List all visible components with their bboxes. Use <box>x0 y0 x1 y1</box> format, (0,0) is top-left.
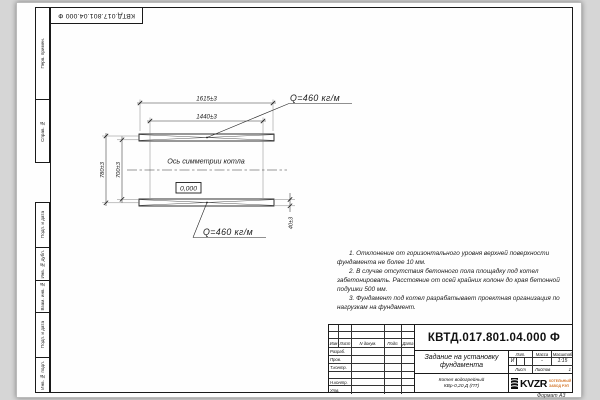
logo-text: KVZR <box>519 377 547 390</box>
spring-coil-icon <box>511 378 518 389</box>
format-label: Формат А3 <box>537 393 566 399</box>
dim-label-40: 40±3 <box>288 216 295 230</box>
drawing-title: Задание на установку фундамента <box>415 351 509 373</box>
level-mark-value: 0,000 <box>179 185 198 193</box>
scale-label: Масштаб <box>552 351 573 357</box>
col-header-izm: Изм <box>329 339 339 348</box>
col-header-date: Дата <box>402 339 414 348</box>
note-3: 3. Фундамент под котел разрабатывает проектная организация по нагрузкам на фундамент. <box>337 294 560 311</box>
row-label-approved: Утв. <box>329 386 352 394</box>
load-label-top: Q=460 кг/м <box>290 92 341 103</box>
load-label-bottom: Q=460 кг/м <box>203 226 254 237</box>
manufacturer-logo <box>509 374 573 393</box>
lit-value: И <box>509 358 517 365</box>
title-block-signature-section <box>329 325 415 392</box>
title-block-doc-number: КВТД.017.801.04.000 Ф <box>415 325 573 351</box>
title-block-main-section <box>415 325 573 392</box>
logo-subtitle: КОТЕЛЬНЫЙ ЗАВОД РЭП <box>548 379 572 388</box>
row-label-ncontrol: Н.контр. <box>329 379 352 386</box>
technical-notes <box>337 250 567 313</box>
lit-mass-scale-grid <box>509 351 573 373</box>
product-name: Котел водогрейный КВр-0,20 Д (ПТ) <box>415 374 509 393</box>
dim-label-1440: 1440±3 <box>196 113 217 121</box>
row-label-checked: Пров. <box>329 356 352 364</box>
margin-cell-inv-podl: Инв. № подл. <box>35 357 50 393</box>
margin-cell-podp-data-2: Подп. и дата <box>35 312 50 358</box>
dim-label-700: 700±3 <box>116 161 122 179</box>
mass-value: - <box>533 358 552 365</box>
col-header-list: Лист <box>339 339 352 348</box>
mass-label: Масса <box>533 351 552 358</box>
margin-cell-vzam-inv: Взам. инв. № <box>35 280 50 313</box>
sheets-value: 1 <box>568 366 571 372</box>
symmetry-axis-label: Ось симметрии котла <box>167 156 245 166</box>
col-header-sign: Подп. <box>385 339 402 348</box>
note-1: 1. Отклонение от горизонтального уровня верхней поверхности фундамента не более 10 мм. <box>337 250 550 266</box>
col-header-doc: N докум. <box>352 339 385 348</box>
corner-stamp-doc-number: КВТД.017.801.04.000 Ф <box>58 12 135 19</box>
margin-cell-sprav-no: Справ. № <box>35 99 50 163</box>
lit-label: Лит. <box>509 351 533 358</box>
sheets-label: Листов <box>535 366 551 372</box>
row-label-developed: Разраб. <box>329 348 352 356</box>
row-label-tcontrol: Т.контр. <box>329 364 352 372</box>
note-2: 2. В случае отсутствия бетонного пола площадку под котел забетонировать. Расстояние от осей крайних колонн до края бетонной подушки 500 мм. <box>337 267 560 293</box>
margin-cell-perv-primen: Перв. примен. <box>35 7 50 100</box>
margin-cell-podp-data-1: Подп. и дата <box>35 202 50 248</box>
dim-label-1615: 1615±3 <box>196 95 217 103</box>
margin-cell-inv-dubl: Инв. № дубл. <box>35 247 50 281</box>
dim-label-780: 780±3 <box>100 161 106 179</box>
sheet-label: Лист <box>509 366 533 373</box>
title-block <box>328 324 573 393</box>
scale-value: 1:15 <box>552 358 573 365</box>
